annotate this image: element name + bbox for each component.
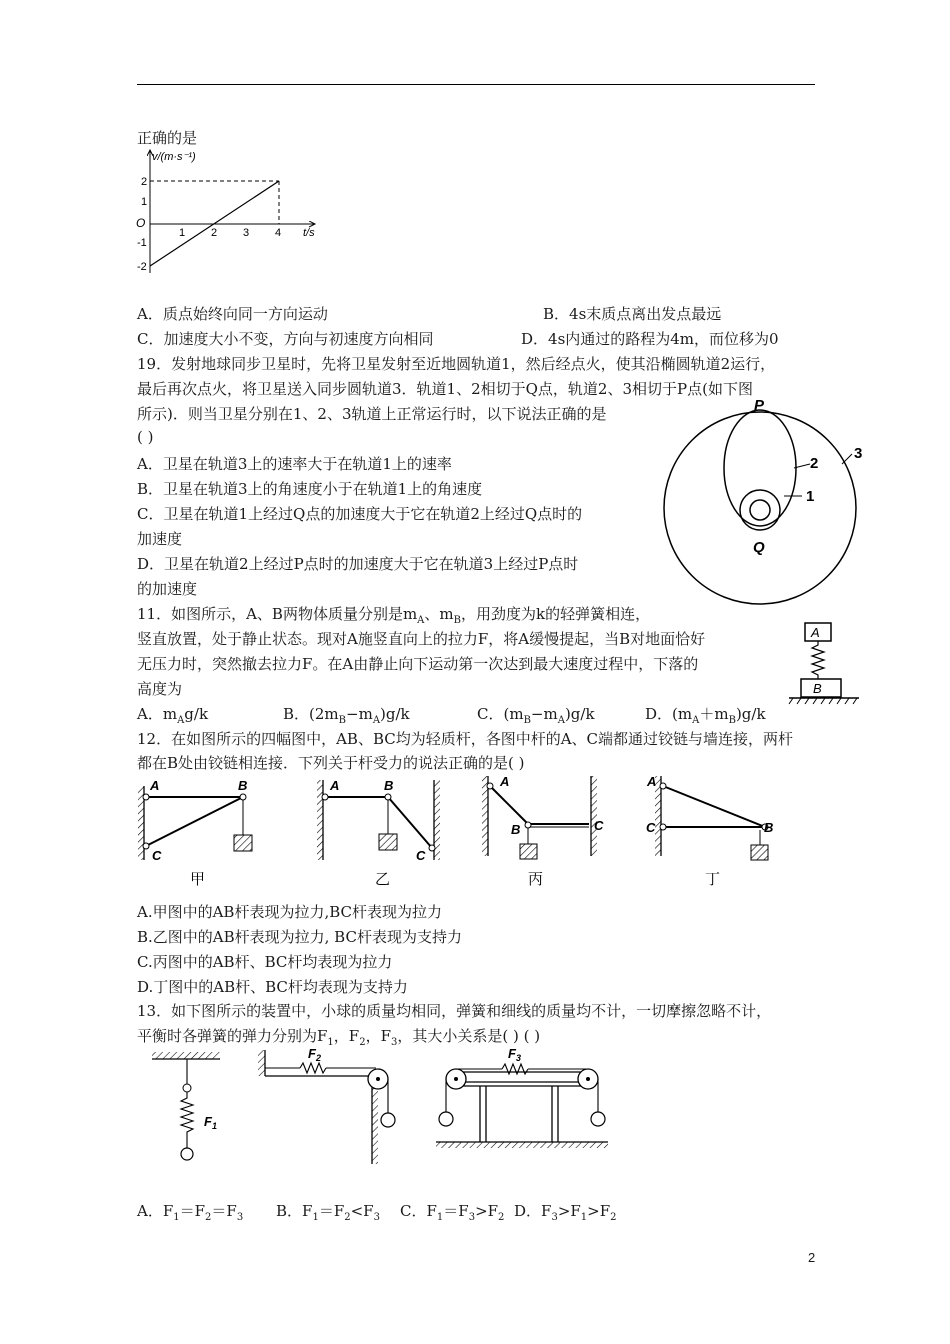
q19-option-d2: 的加速度 [137, 580, 198, 598]
orbit-q-label: Q [753, 539, 765, 556]
vt-ytick-2: 2 [141, 176, 148, 188]
vt-xtick-2: 2 [211, 227, 218, 239]
q19-option-c1: C．卫星在轨道1上经过Q点的加速度大于它在轨道2上经过Q点时的 [137, 505, 583, 523]
spring [812, 641, 824, 679]
f2-figure [258, 1046, 395, 1164]
q12-option-c: C.丙图中的AB杆、BC杆均表现为拉力 [137, 953, 393, 971]
orbit-figure [660, 396, 870, 606]
svg-text:C: C [594, 818, 604, 833]
f3-figure [436, 1046, 608, 1148]
vt-xtick-3: 3 [243, 227, 250, 239]
f2-label: $F_2$ [308, 1046, 321, 1063]
svg-text:A: A [330, 778, 340, 793]
orbit-p-label: P [754, 397, 765, 414]
svg-text:C: C [152, 848, 162, 863]
q12-option-b: B.乙图中的AB杆表现为拉力, BC杆表现为支持力 [137, 928, 462, 946]
q11-line3: 无压力时，突然撤去拉力F。在A由静止向下运动第一次达到最大速度过程中，下落的 [137, 655, 699, 673]
q19-line2: 最后再次点火，将卫星送入同步圆轨道3．轨道1、2相切于Q点，轨道2、3相切于P点(如下图 [137, 380, 753, 398]
svg-text:B: B [238, 778, 248, 793]
caption-yi: 乙 [375, 871, 391, 888]
orbit-1-label: 1 [806, 488, 815, 505]
intro-text: 正确的是 [137, 129, 198, 147]
q11-option-d: D．$(m_A+m_B)g/k$ [645, 705, 766, 726]
spring-blocks-figure [785, 615, 865, 710]
header-rule [137, 84, 815, 85]
q12-option-d: D.丁图中的AB杆、BC杆均表现为支持力 [137, 978, 408, 996]
orbit-1 [740, 490, 780, 530]
q11-line2: 竖直放置，处于静止状态。现对A施竖直向上的拉力F，将A缓慢提起，当B对地面恰好 [137, 630, 706, 648]
orbit-3-label: 3 [854, 445, 863, 462]
caption-jia: 甲 [190, 871, 206, 888]
block-a-label: A [811, 625, 820, 640]
vt-ytick-m1: -1 [137, 237, 147, 249]
svg-text:C: C [646, 820, 656, 835]
vt-xtick-1: 1 [179, 227, 186, 239]
q12-line1: 12．在如图所示的四幅图中，AB、BC均为轻质杆，各图中杆的A、C端都通过铰链与墙连接，两杆 [137, 730, 794, 748]
svg-text:C: C [416, 848, 426, 863]
q13-option-d: D．$F_3>F_1>F_2$ [514, 1202, 617, 1223]
f1-label: $F_1$ [204, 1114, 217, 1131]
q19-option-b: B．卫星在轨道3上的角速度小于在轨道1上的角速度 [137, 480, 483, 498]
orbit-2 [724, 410, 796, 526]
q11-option-c: C．$(m_B-m_A)g/k$ [477, 705, 595, 726]
svg-text:A: A [500, 774, 510, 789]
q19-line3: 所示)．则当卫星分别在1、2、3轨道上正常运行时，以下说法正确的是 [137, 405, 607, 423]
q12-option-a: A.甲图中的AB杆表现为拉力,BC杆表现为拉力 [137, 903, 443, 921]
svg-text:A: A [647, 774, 657, 789]
q11-option-b: B．$(2m_B-m_A)g/k$ [283, 705, 410, 726]
q13-option-c: C．$F_1=F_3>F_2$ [400, 1202, 505, 1223]
q18-option-d: D．4s内通过的路程为4m，而位移为0 [521, 330, 779, 348]
rod-fig-bing [482, 774, 604, 888]
svg-text:A: A [150, 778, 160, 793]
f3-label: $F_3$ [508, 1046, 521, 1063]
svg-text:B: B [764, 820, 774, 835]
vt-graph [135, 148, 335, 278]
caption-ding: 丁 [705, 871, 721, 888]
q19-line4: ( ) [137, 428, 154, 446]
rod-fig-yi [317, 778, 440, 888]
q19-option-a: A．卫星在轨道3上的速率大于在轨道1上的速率 [137, 455, 452, 473]
vt-ytick-1: 1 [141, 196, 148, 208]
vt-xtick-4: 4 [275, 227, 282, 239]
q18-option-c: C．加速度大小不变，方向与初速度方向相同 [137, 330, 434, 348]
vt-xlabel: t/s [303, 227, 315, 239]
spring-force-figures [140, 1046, 620, 1168]
rod-figures [130, 772, 790, 890]
block-b-label: B [813, 681, 822, 696]
orbit-2-label: 2 [810, 455, 819, 472]
f1-figure [152, 1052, 220, 1160]
q13-line1: 13．如下图所示的装置中，小球的质量均相同，弹簧和细线的质量均不计，一切摩擦忽略不计， [137, 1002, 772, 1020]
q13-option-a: A．$F_1=F_2=F_3$ [137, 1202, 244, 1223]
svg-text:B: B [511, 822, 521, 837]
vt-ytick-m2: -2 [137, 261, 147, 273]
q19-option-c2: 加速度 [137, 530, 183, 548]
q12-line2: 都在B处由铰链相连接．下列关于杆受力的说法正确的是( ) [137, 754, 525, 772]
earth [750, 500, 770, 520]
q19-line1: 19．发射地球同步卫星时，先将卫星发射至近地圆轨道1，然后经点火，使其沿椭圆轨道2运行， [137, 355, 776, 373]
caption-bing: 丙 [528, 871, 544, 888]
q11-line1: 11．如图所示，A、B两物体质量分别是$m_A$、$m_B$，用劲度为k的轻弹簧相连， [137, 605, 651, 626]
page-number: 2 [808, 1250, 816, 1265]
q13-option-b: B．$F_1=F_2<F_3$ [276, 1202, 380, 1223]
rod-fig-jia [138, 778, 252, 888]
vt-ylabel: v/(m·s⁻¹) [152, 151, 196, 163]
svg-text:B: B [384, 778, 394, 793]
q18-option-a: A．质点始终向同一方向运动 [137, 305, 328, 323]
rod-fig-ding [646, 774, 773, 888]
q18-option-b: B．4s末质点离出发点最远 [543, 305, 722, 323]
vt-origin: O [136, 216, 146, 230]
q19-option-d1: D．卫星在轨道2上经过P点时的加速度大于它在轨道3上经过P点时 [137, 555, 579, 573]
q11-option-a: A．$m_Ag/k$ [137, 705, 209, 726]
orbit-3 [664, 412, 856, 604]
q11-line4: 高度为 [137, 680, 183, 698]
q13-line2: 平衡时各弹簧的弹力分别为$F_1$，$F_2$，$F_3$，其大小关系是( ) ( ) [137, 1027, 541, 1048]
